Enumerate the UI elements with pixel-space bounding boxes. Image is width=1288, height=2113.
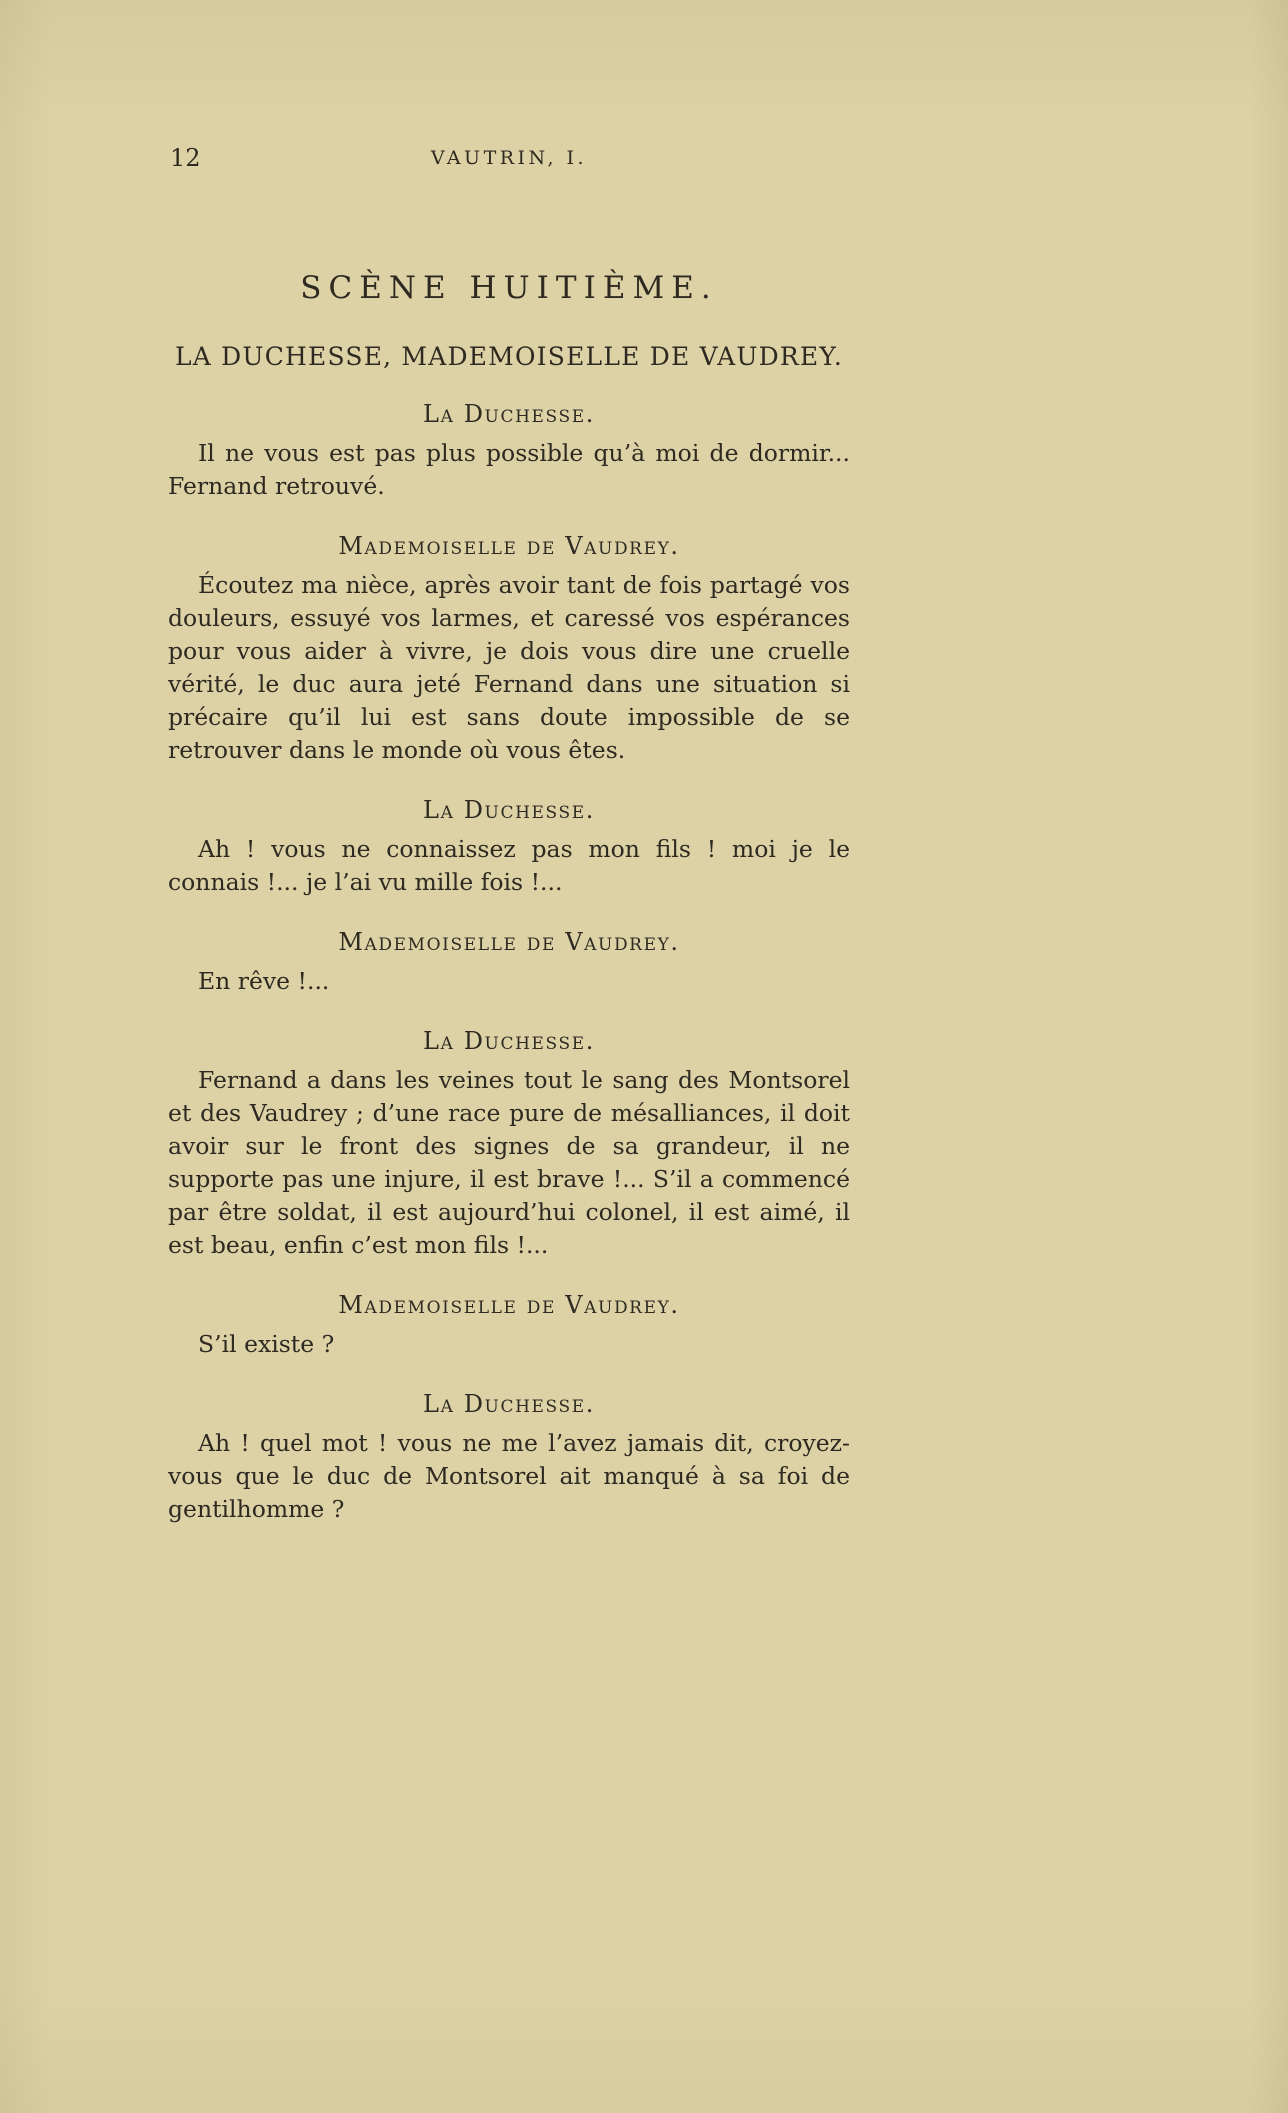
speaker-name: Mademoiselle de Vaudrey. xyxy=(338,532,680,560)
speaker-name: Mademoiselle de Vaudrey. xyxy=(338,928,680,956)
dialogue-block xyxy=(168,400,850,503)
dialogue-block xyxy=(168,796,850,899)
page-header xyxy=(168,142,850,174)
speaker-name: La Duchesse. xyxy=(423,1027,595,1055)
dialogue-block xyxy=(168,1390,850,1526)
page-number: 12 xyxy=(170,144,201,172)
dialogue-block xyxy=(168,532,850,767)
character-list: LA DUCHESSE, MADEMOISELLE DE VAUDREY. xyxy=(174,342,843,371)
dialogue-text: En rêve !... xyxy=(198,967,330,995)
dialogue-block xyxy=(168,1027,850,1262)
dialogue-text: Fernand a dans les veines tout le sang des Montsorel et des Vaudrey ; d’une race pure de mésalliances, il doit avoir sur le front des signes de sa grandeur, il ne supporte pas une injure, il est brave !... S’il a commencé par être soldat, il est aujourd’hui colonel, il est aimé, il est beau, enfin c’est mon fils !... xyxy=(168,1066,850,1259)
scene-title: SCÈNE HUITIÈME. xyxy=(300,270,718,306)
dialogue-text: Ah ! vous ne connaissez pas mon fils ! moi je le connais !... je l’ai vu mille fois !... xyxy=(168,835,850,896)
dialogue-text: Il ne vous est pas plus possible qu’à moi de dormir... Fernand retrouvé. xyxy=(168,439,850,500)
dialogue-text: Écoutez ma nièce, après avoir tant de fois partagé vos douleurs, essuyé vos larmes, et caressé vos espérances pour vous aider à vivre, je dois vous dire une cruelle vérité, le duc aura jeté Fernand dans une situation si précaire qu’il lui est sans doute impossible de se retrouver dans le monde où vous êtes. xyxy=(168,571,850,764)
dialogue-text: S’il existe ? xyxy=(198,1330,335,1358)
dialogue-block xyxy=(168,928,850,998)
running-title: VAUTRIN, I. xyxy=(430,147,588,169)
dialogue-text: Ah ! quel mot ! vous ne me l’avez jamais dit, croyez-vous que le duc de Montsorel ait manqué à sa foi de gentilhomme ? xyxy=(168,1429,850,1523)
speaker-name: Mademoiselle de Vaudrey. xyxy=(338,1291,680,1319)
page-content xyxy=(168,142,850,1526)
speaker-name: La Duchesse. xyxy=(423,1390,595,1418)
speaker-name: La Duchesse. xyxy=(423,796,595,824)
speaker-name: La Duchesse. xyxy=(423,400,595,428)
dialogue-block xyxy=(168,1291,850,1361)
